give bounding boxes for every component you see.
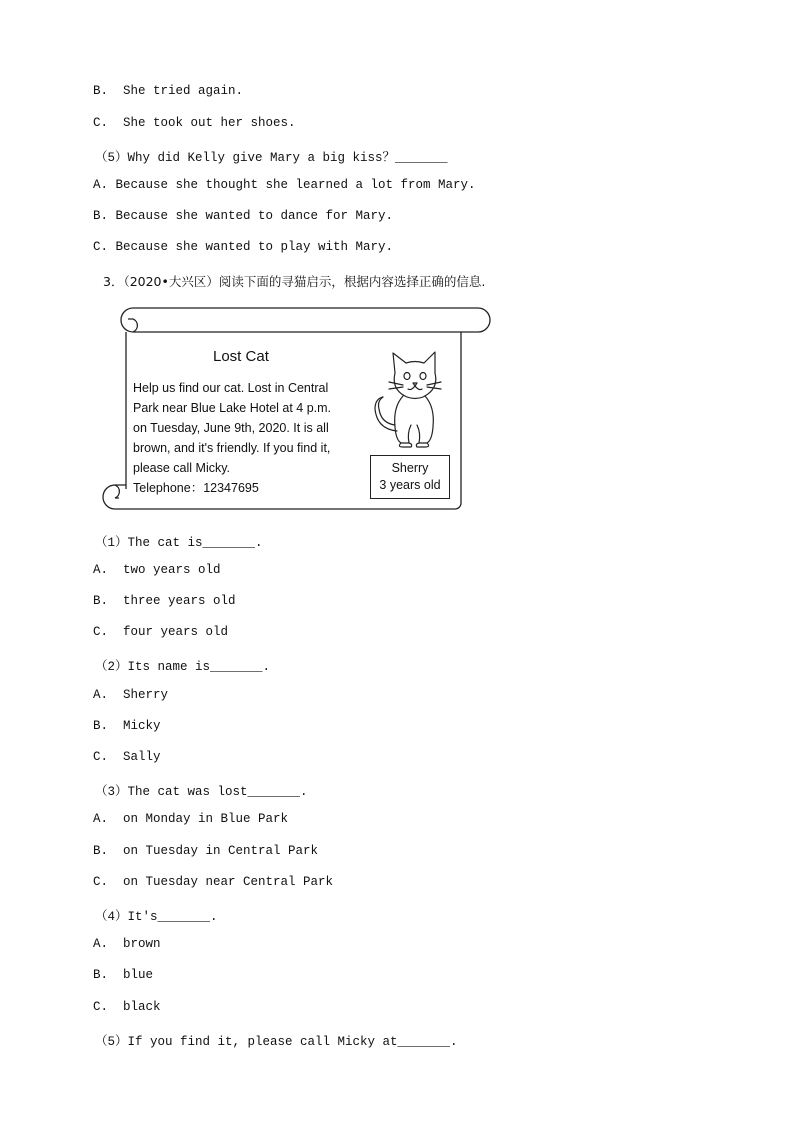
cat-illustration-icon — [373, 345, 453, 450]
question-3: （3）The cat was lost_______. — [95, 785, 308, 799]
option-c-q2: C. Sally — [93, 750, 161, 764]
option-b-q2: B. Micky — [93, 719, 161, 733]
notice-title: Lost Cat — [213, 348, 269, 365]
tag-name: Sherry — [391, 461, 429, 475]
option-c-prev: C. She took out her shoes. — [93, 116, 296, 130]
option-b-q3: B. on Tuesday in Central Park — [93, 844, 319, 858]
option-c-q1: C. four years old — [93, 625, 229, 639]
question-5: （5）If you find it, please call Micky at_______. — [95, 1035, 458, 1049]
cat-name-tag — [370, 455, 450, 499]
notice-line: please call Micky. — [133, 461, 231, 475]
option-a-q2: A. Sherry — [93, 688, 169, 702]
notice-line: Help us find our cat. Lost in Central — [133, 381, 329, 395]
section-heading: 3．（2020•大兴区）阅读下面的寻猫启示，根据内容选择正确的信息. — [103, 274, 486, 289]
notice-line: on Tuesday, June 9th, 2020. It is all — [133, 421, 329, 435]
option-a-q1: A. two years old — [93, 563, 221, 577]
option-a-q4: A. brown — [93, 937, 161, 951]
question-2: （2）Its name is_______. — [95, 660, 271, 674]
option-b-q1: B. three years old — [93, 594, 236, 608]
option-c-q4: C. black — [93, 1000, 161, 1014]
option-a-q5-prev: A. Because she thought she learned a lot from Mary. — [93, 178, 476, 192]
question-5-prev: （5）Why did Kelly give Mary a big kiss？_______ — [95, 151, 448, 165]
option-c-q3: C. on Tuesday near Central Park — [93, 875, 334, 889]
option-c-q5-prev: C. Because she wanted to play with Mary. — [93, 240, 394, 254]
option-b-prev: B. She tried again. — [93, 84, 244, 98]
notice-line: Telephone：12347695 — [133, 481, 259, 495]
option-a-q3: A. on Monday in Blue Park — [93, 812, 289, 826]
notice-line: Park near Blue Lake Hotel at 4 p.m. — [133, 401, 332, 415]
tag-age: 3 years old — [379, 478, 441, 492]
question-1: （1）The cat is_______. — [95, 536, 263, 550]
option-b-q4: B. blue — [93, 968, 154, 982]
notice-body — [133, 378, 363, 498]
notice-line: brown, and it's friendly. If you find it, — [133, 441, 331, 455]
question-4: （4）It's_______. — [95, 910, 218, 924]
lost-cat-notice — [93, 305, 493, 515]
option-b-q5-prev: B. Because she wanted to dance for Mary. — [93, 209, 394, 223]
